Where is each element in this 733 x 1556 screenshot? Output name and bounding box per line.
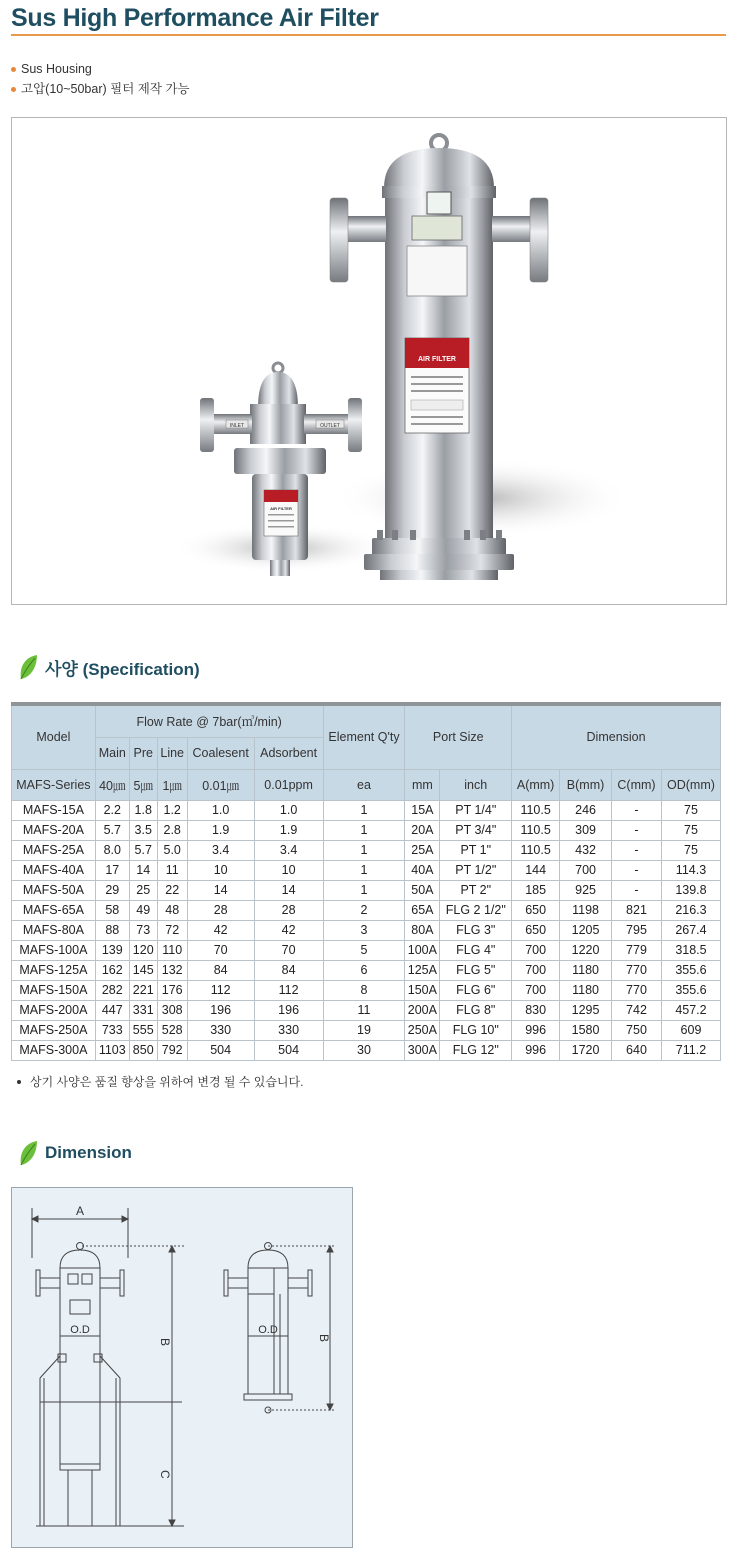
table-cell: FLG 12" bbox=[440, 1040, 512, 1060]
header-pre: Pre bbox=[129, 737, 157, 769]
table-cell: 282 bbox=[95, 980, 129, 1000]
table-cell: 28 bbox=[187, 900, 254, 920]
table-cell: 770 bbox=[612, 980, 662, 1000]
unit-cell: B(mm) bbox=[560, 769, 612, 800]
table-cell: FLG 8" bbox=[440, 1000, 512, 1020]
table-cell: 84 bbox=[187, 960, 254, 980]
model-cell: MAFS-200A bbox=[12, 1000, 96, 1020]
feature-item bbox=[11, 59, 190, 79]
table-cell: 830 bbox=[512, 1000, 560, 1020]
dim-label-od-left: O.D bbox=[70, 1324, 90, 1336]
table-cell: PT 1/4" bbox=[440, 800, 512, 820]
table-cell: 640 bbox=[612, 1040, 662, 1060]
model-cell: MAFS-100A bbox=[12, 940, 96, 960]
table-cell: 609 bbox=[661, 1020, 720, 1040]
unit-cell: inch bbox=[440, 769, 512, 800]
table-cell: 110.5 bbox=[512, 840, 560, 860]
table-cell: 1198 bbox=[560, 900, 612, 920]
table-cell: 246 bbox=[560, 800, 612, 820]
table-cell: 250A bbox=[405, 1020, 440, 1040]
table-cell: 5.7 bbox=[95, 820, 129, 840]
table-cell: 779 bbox=[612, 940, 662, 960]
table-cell: 447 bbox=[95, 1000, 129, 1020]
table-cell: 88 bbox=[95, 920, 129, 940]
table-cell: 1180 bbox=[560, 980, 612, 1000]
dim-label-b-right: B bbox=[317, 1334, 331, 1343]
table-cell: FLG 4" bbox=[440, 940, 512, 960]
table-cell: 1295 bbox=[560, 1000, 612, 1020]
table-cell: 925 bbox=[560, 880, 612, 900]
table-cell: 75 bbox=[661, 820, 720, 840]
table-cell: 65A bbox=[405, 900, 440, 920]
table-cell: 185 bbox=[512, 880, 560, 900]
table-cell: 73 bbox=[129, 920, 157, 940]
table-cell: 1 bbox=[323, 820, 405, 840]
table-cell: 1.9 bbox=[254, 820, 323, 840]
table-cell: 457.2 bbox=[661, 1000, 720, 1020]
specification-table bbox=[11, 702, 721, 1061]
table-cell: 11 bbox=[323, 1000, 405, 1020]
table-cell: 5 bbox=[323, 940, 405, 960]
table-cell: 42 bbox=[187, 920, 254, 940]
table-cell: 700 bbox=[560, 860, 612, 880]
table-cell: 700 bbox=[512, 960, 560, 980]
table-cell: 75 bbox=[661, 840, 720, 860]
dimension-section-title: Dimension bbox=[45, 1143, 132, 1162]
table-cell: 1720 bbox=[560, 1040, 612, 1060]
table-cell: 200A bbox=[405, 1000, 440, 1020]
unit-cell: ea bbox=[323, 769, 405, 800]
table-row bbox=[12, 860, 721, 880]
title-divider bbox=[11, 34, 726, 36]
table-cell: 1.2 bbox=[157, 800, 187, 820]
table-cell: 650 bbox=[512, 900, 560, 920]
air-filter-illustration bbox=[12, 118, 727, 605]
page-title: Sus High Performance Air Filter bbox=[11, 4, 379, 32]
unit-cell: mm bbox=[405, 769, 440, 800]
filter-label-large: AIR FILTER bbox=[418, 356, 456, 363]
table-cell: FLG 10" bbox=[440, 1020, 512, 1040]
table-row bbox=[12, 1000, 721, 1020]
table-cell: 8 bbox=[323, 980, 405, 1000]
table-cell: 48 bbox=[157, 900, 187, 920]
table-cell: 3.4 bbox=[254, 840, 323, 860]
table-cell: 850 bbox=[129, 1040, 157, 1060]
table-cell: 10 bbox=[254, 860, 323, 880]
header-flow-rate: Flow Rate @ 7bar(㎥/min) bbox=[95, 704, 323, 737]
header-model: Model bbox=[12, 704, 96, 769]
dimension-section-heading bbox=[17, 1139, 132, 1167]
table-cell: 2.2 bbox=[95, 800, 129, 820]
table-cell: 25A bbox=[405, 840, 440, 860]
model-cell: MAFS-40A bbox=[12, 860, 96, 880]
table-cell: 750 bbox=[612, 1020, 662, 1040]
model-cell: MAFS-25A bbox=[12, 840, 96, 860]
table-cell: 650 bbox=[512, 920, 560, 940]
table-cell: 22 bbox=[157, 880, 187, 900]
table-cell: 110.5 bbox=[512, 800, 560, 820]
table-row bbox=[12, 880, 721, 900]
model-cell: MAFS-20A bbox=[12, 820, 96, 840]
table-cell: 330 bbox=[187, 1020, 254, 1040]
table-row bbox=[12, 840, 721, 860]
table-cell: 528 bbox=[157, 1020, 187, 1040]
table-cell: 331 bbox=[129, 1000, 157, 1020]
table-cell: 700 bbox=[512, 940, 560, 960]
table-cell: PT 3/4" bbox=[440, 820, 512, 840]
model-cell: MAFS-125A bbox=[12, 960, 96, 980]
units-row bbox=[12, 769, 721, 800]
table-cell: 120 bbox=[129, 940, 157, 960]
table-cell: 14 bbox=[129, 860, 157, 880]
table-cell: 432 bbox=[560, 840, 612, 860]
model-cell: MAFS-65A bbox=[12, 900, 96, 920]
product-photo bbox=[11, 117, 727, 605]
model-cell: MAFS-150A bbox=[12, 980, 96, 1000]
table-cell: PT 1/2" bbox=[440, 860, 512, 880]
model-cell: MAFS-80A bbox=[12, 920, 96, 940]
table-row bbox=[12, 1020, 721, 1040]
table-cell: - bbox=[612, 880, 662, 900]
bullet-dot-icon bbox=[11, 67, 16, 72]
model-cell: MAFS-15A bbox=[12, 800, 96, 820]
table-cell: 267.4 bbox=[661, 920, 720, 940]
header-port-size: Port Size bbox=[405, 704, 512, 769]
table-cell: 132 bbox=[157, 960, 187, 980]
table-cell: 84 bbox=[254, 960, 323, 980]
table-cell: 28 bbox=[254, 900, 323, 920]
feature-item bbox=[11, 79, 190, 99]
table-cell: 1.0 bbox=[254, 800, 323, 820]
table-cell: 196 bbox=[187, 1000, 254, 1020]
table-cell: 2.8 bbox=[157, 820, 187, 840]
bullet-dot-icon bbox=[17, 1080, 21, 1084]
dim-label-b-left: B bbox=[158, 1338, 172, 1347]
table-cell: 114.3 bbox=[661, 860, 720, 880]
table-cell: 309 bbox=[560, 820, 612, 840]
table-cell: 17 bbox=[95, 860, 129, 880]
table-cell: 150A bbox=[405, 980, 440, 1000]
table-cell: 50A bbox=[405, 880, 440, 900]
table-cell: 1180 bbox=[560, 960, 612, 980]
dim-label-a: A bbox=[75, 1204, 85, 1218]
table-cell: 1205 bbox=[560, 920, 612, 940]
table-cell: 318.5 bbox=[661, 940, 720, 960]
table-cell: 221 bbox=[129, 980, 157, 1000]
table-cell: 110.5 bbox=[512, 820, 560, 840]
feature-list bbox=[11, 59, 190, 99]
leaf-icon bbox=[17, 1139, 39, 1167]
outlet-tag: OUTLET bbox=[320, 423, 340, 429]
table-cell: 10 bbox=[187, 860, 254, 880]
table-cell: 504 bbox=[254, 1040, 323, 1060]
table-cell: 110 bbox=[157, 940, 187, 960]
table-cell: 300A bbox=[405, 1040, 440, 1060]
table-cell: 112 bbox=[187, 980, 254, 1000]
header-line: Line bbox=[157, 737, 187, 769]
table-cell: 30 bbox=[323, 1040, 405, 1060]
table-cell: FLG 3" bbox=[440, 920, 512, 940]
table-cell: 1580 bbox=[560, 1020, 612, 1040]
spec-note-text: 상기 사양은 품질 향상을 위하여 변경 될 수 있습니다. bbox=[30, 1075, 304, 1089]
table-cell: 196 bbox=[254, 1000, 323, 1020]
dim-label-od-right: O.D bbox=[258, 1324, 278, 1336]
model-cell: MAFS-250A bbox=[12, 1020, 96, 1040]
spec-note bbox=[17, 1073, 303, 1090]
bullet-dot-icon bbox=[11, 87, 16, 92]
table-cell: FLG 6" bbox=[440, 980, 512, 1000]
table-cell: - bbox=[612, 820, 662, 840]
table-cell: 3.5 bbox=[129, 820, 157, 840]
table-cell: 70 bbox=[187, 940, 254, 960]
dimension-diagram bbox=[11, 1187, 353, 1548]
header-element-qty: Element Q'ty bbox=[323, 704, 405, 769]
table-cell: 795 bbox=[612, 920, 662, 940]
unit-cell: A(mm) bbox=[512, 769, 560, 800]
table-cell: 1 bbox=[323, 840, 405, 860]
spec-section-title: 사양 (Specification) bbox=[45, 659, 200, 679]
table-cell: 5.7 bbox=[129, 840, 157, 860]
table-cell: 72 bbox=[157, 920, 187, 940]
unit-cell: MAFS-Series bbox=[12, 769, 96, 800]
feature-text: 고압(10~50bar) 필터 제작 가능 bbox=[21, 82, 190, 96]
table-cell: 700 bbox=[512, 980, 560, 1000]
table-cell: 70 bbox=[254, 940, 323, 960]
table-cell: PT 2" bbox=[440, 880, 512, 900]
unit-cell: C(mm) bbox=[612, 769, 662, 800]
table-cell: 555 bbox=[129, 1020, 157, 1040]
table-cell: FLG 2 1/2" bbox=[440, 900, 512, 920]
header-main: Main bbox=[95, 737, 129, 769]
unit-cell: 5㎛ bbox=[129, 769, 157, 800]
table-cell: 330 bbox=[254, 1020, 323, 1040]
table-cell: 25 bbox=[129, 880, 157, 900]
table-cell: 308 bbox=[157, 1000, 187, 1020]
header-adsorbent: Adsorbent bbox=[254, 737, 323, 769]
table-cell: 1.0 bbox=[187, 800, 254, 820]
table-cell: 14 bbox=[254, 880, 323, 900]
table-cell: 742 bbox=[612, 1000, 662, 1020]
table-cell: 1220 bbox=[560, 940, 612, 960]
table-cell: 1 bbox=[323, 800, 405, 820]
table-cell: 3 bbox=[323, 920, 405, 940]
header-dimension: Dimension bbox=[512, 704, 721, 769]
table-cell: 58 bbox=[95, 900, 129, 920]
feature-text: Sus Housing bbox=[21, 62, 92, 76]
unit-cell: 0.01ppm bbox=[254, 769, 323, 800]
model-cell: MAFS-50A bbox=[12, 880, 96, 900]
table-cell: 996 bbox=[512, 1020, 560, 1040]
table-cell: 1 bbox=[323, 860, 405, 880]
table-cell: 139.8 bbox=[661, 880, 720, 900]
table-cell: 5.0 bbox=[157, 840, 187, 860]
table-cell: 112 bbox=[254, 980, 323, 1000]
table-cell: 29 bbox=[95, 880, 129, 900]
table-cell: 11 bbox=[157, 860, 187, 880]
table-row bbox=[12, 960, 721, 980]
table-cell: 355.6 bbox=[661, 980, 720, 1000]
table-cell: 8.0 bbox=[95, 840, 129, 860]
spec-section-heading bbox=[17, 653, 200, 681]
table-cell: 100A bbox=[405, 940, 440, 960]
header-coalesent: Coalesent bbox=[187, 737, 254, 769]
table-row bbox=[12, 900, 721, 920]
table-cell: 49 bbox=[129, 900, 157, 920]
inlet-tag: INLET bbox=[229, 423, 245, 429]
table-row bbox=[12, 920, 721, 940]
table-cell: 139 bbox=[95, 940, 129, 960]
table-cell: - bbox=[612, 840, 662, 860]
table-cell: 792 bbox=[157, 1040, 187, 1060]
dim-label-c: C bbox=[158, 1470, 172, 1479]
table-cell: PT 1" bbox=[440, 840, 512, 860]
table-cell: 733 bbox=[95, 1020, 129, 1040]
table-cell: 1 bbox=[323, 880, 405, 900]
table-cell: 996 bbox=[512, 1040, 560, 1060]
table-cell: 42 bbox=[254, 920, 323, 940]
table-cell: 1.9 bbox=[187, 820, 254, 840]
table-row bbox=[12, 820, 721, 840]
table-cell: 125A bbox=[405, 960, 440, 980]
table-cell: 2 bbox=[323, 900, 405, 920]
table-cell: 176 bbox=[157, 980, 187, 1000]
table-cell: 711.2 bbox=[661, 1040, 720, 1060]
table-cell: 355.6 bbox=[661, 960, 720, 980]
table-cell: 145 bbox=[129, 960, 157, 980]
table-cell: 14 bbox=[187, 880, 254, 900]
table-cell: 15A bbox=[405, 800, 440, 820]
table-row bbox=[12, 800, 721, 820]
unit-cell: 0.01㎛ bbox=[187, 769, 254, 800]
table-cell: - bbox=[612, 860, 662, 880]
table-cell: 162 bbox=[95, 960, 129, 980]
table-cell: 144 bbox=[512, 860, 560, 880]
table-cell: - bbox=[612, 800, 662, 820]
table-cell: 770 bbox=[612, 960, 662, 980]
table-cell: 1.8 bbox=[129, 800, 157, 820]
unit-cell: OD(mm) bbox=[661, 769, 720, 800]
table-cell: 19 bbox=[323, 1020, 405, 1040]
table-row bbox=[12, 1040, 721, 1060]
table-cell: FLG 5" bbox=[440, 960, 512, 980]
table-cell: 75 bbox=[661, 800, 720, 820]
dimension-drawing bbox=[12, 1188, 353, 1548]
table-cell: 1103 bbox=[95, 1040, 129, 1060]
unit-cell: 1㎛ bbox=[157, 769, 187, 800]
unit-cell: 40㎛ bbox=[95, 769, 129, 800]
table-row bbox=[12, 980, 721, 1000]
table-cell: 6 bbox=[323, 960, 405, 980]
filter-label-small: AIR FILTER bbox=[270, 506, 292, 511]
table-row bbox=[12, 940, 721, 960]
table-cell: 80A bbox=[405, 920, 440, 940]
table-cell: 40A bbox=[405, 860, 440, 880]
table-cell: 3.4 bbox=[187, 840, 254, 860]
table-cell: 20A bbox=[405, 820, 440, 840]
table-cell: 821 bbox=[612, 900, 662, 920]
table-cell: 504 bbox=[187, 1040, 254, 1060]
table-cell: 216.3 bbox=[661, 900, 720, 920]
model-cell: MAFS-300A bbox=[12, 1040, 96, 1060]
leaf-icon bbox=[17, 653, 39, 681]
